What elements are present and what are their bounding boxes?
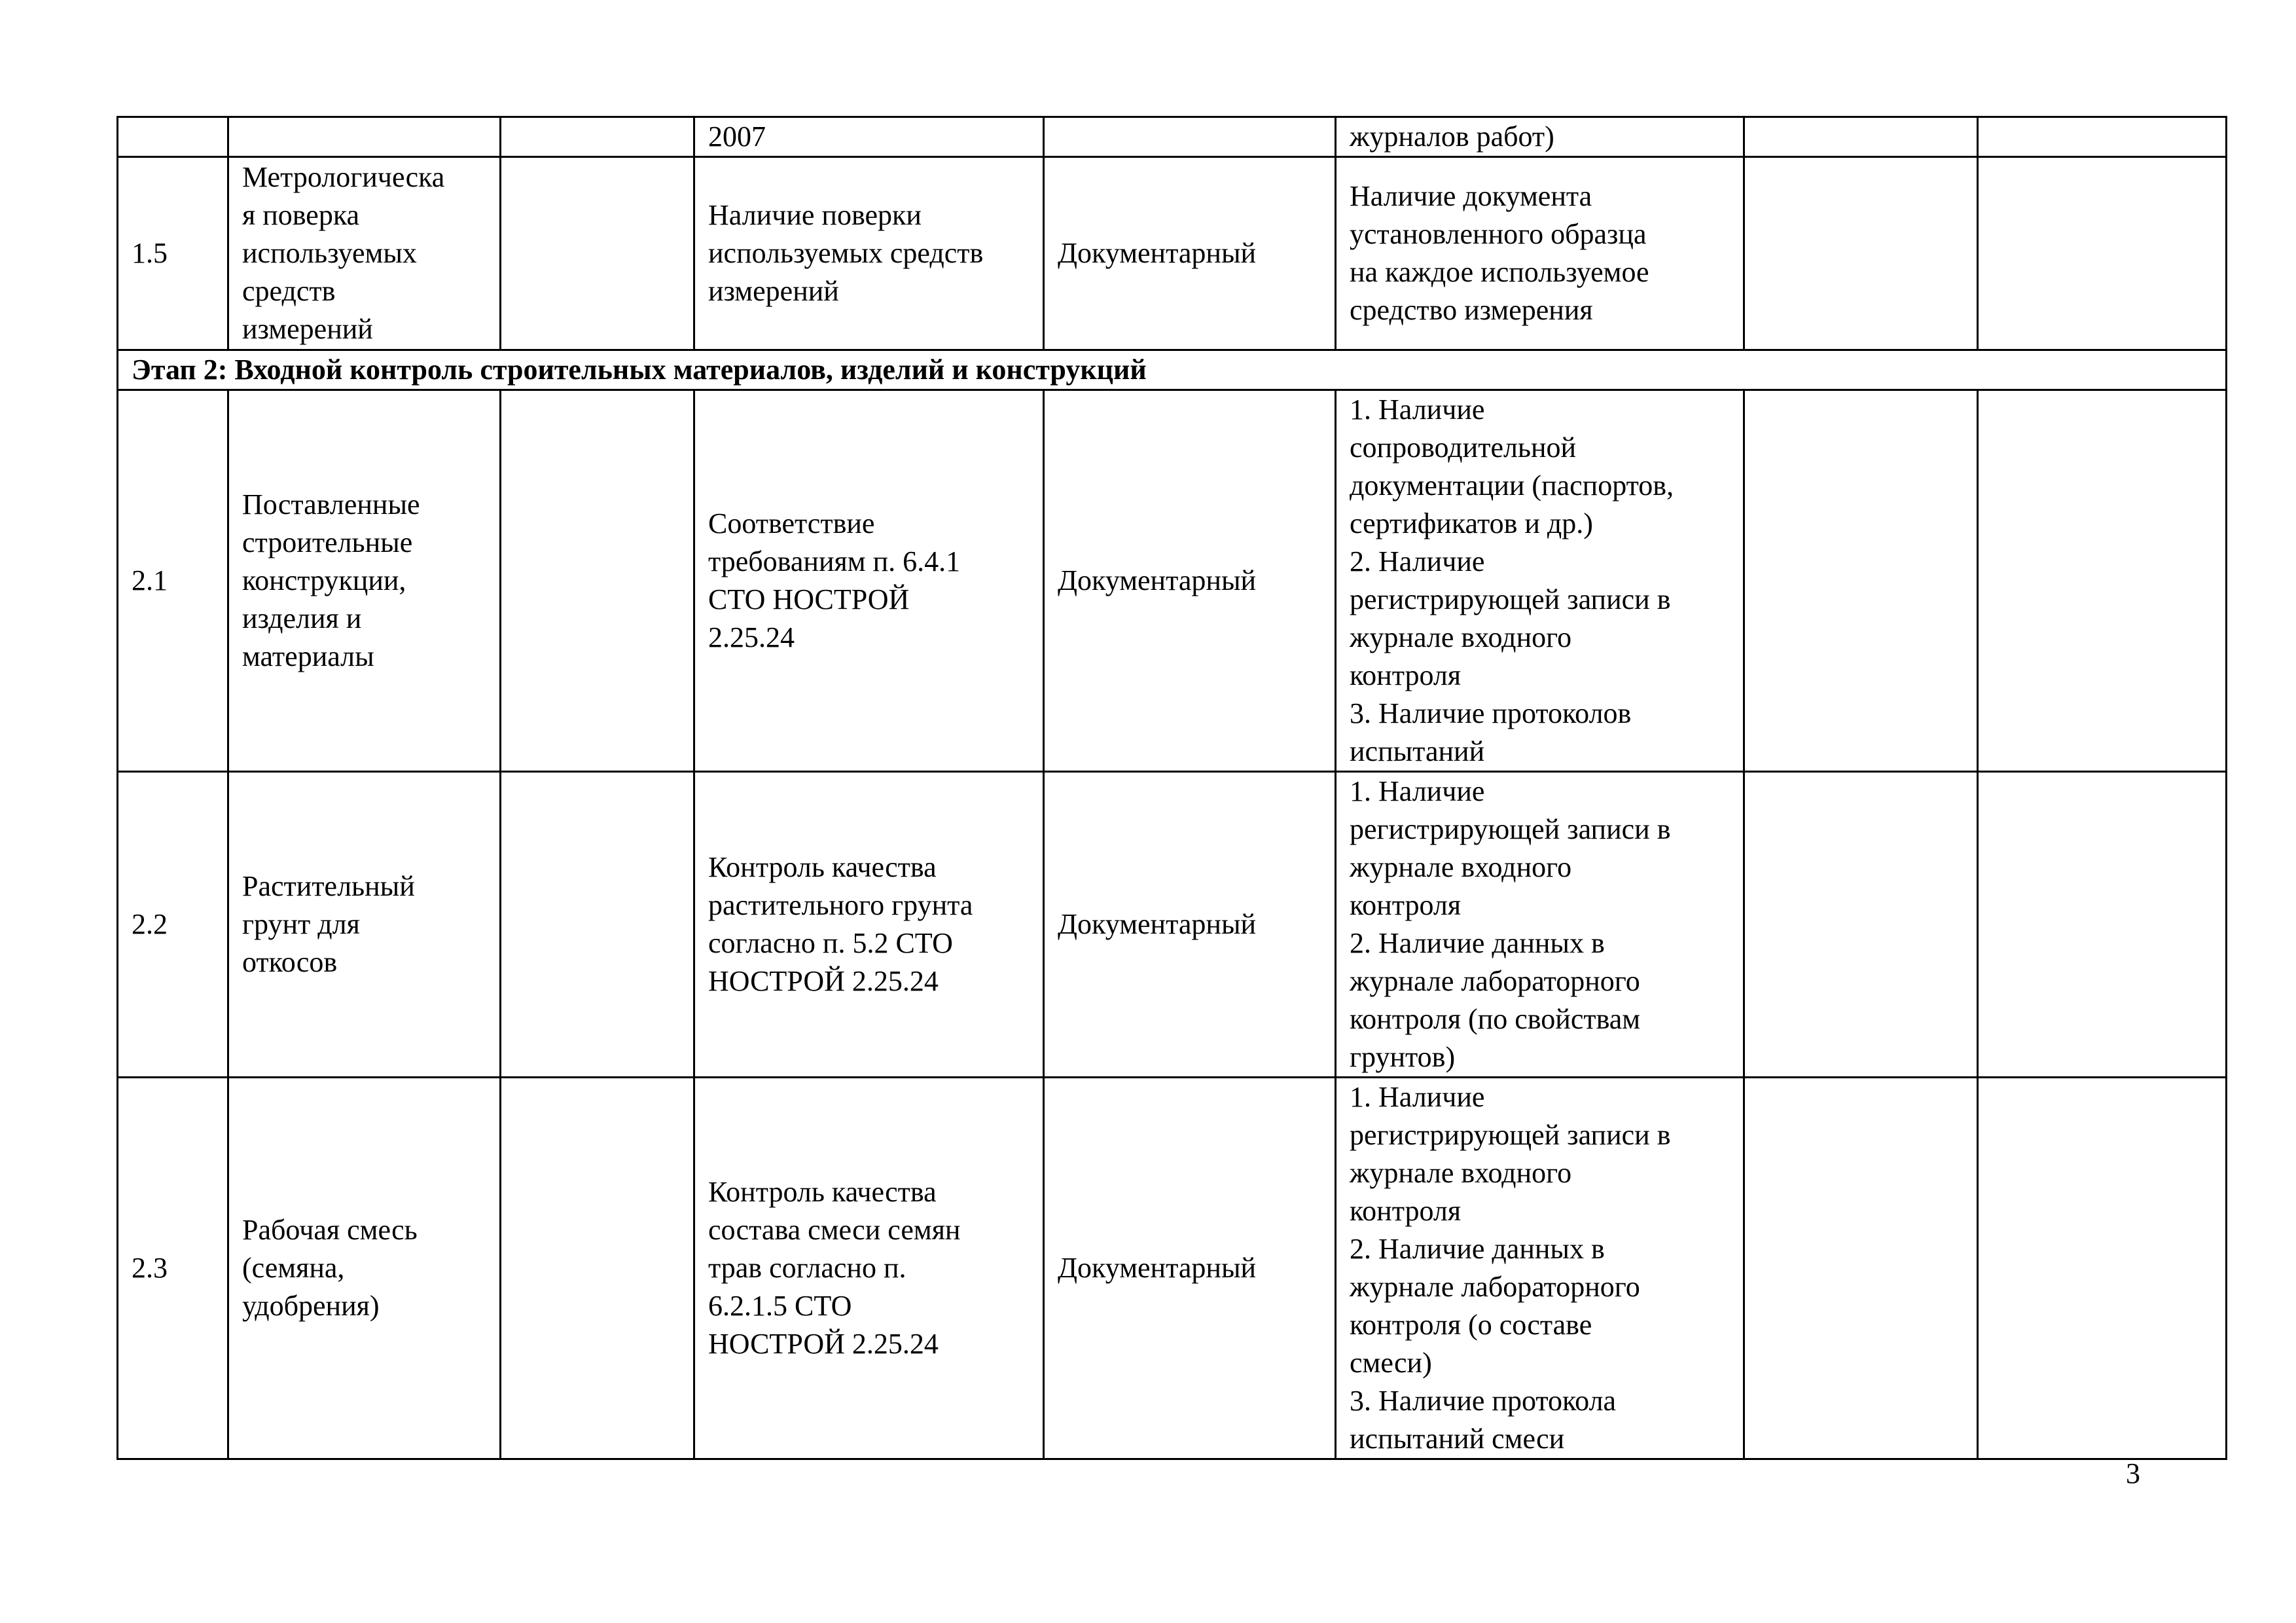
cell-blank [501, 772, 694, 1078]
cell-empty [1978, 117, 2227, 157]
cell-blank [501, 117, 694, 157]
cell-method: Документарный [1044, 390, 1336, 772]
cell-evidence: 1. Наличие регистрирующей записи в журнале входного контроля 2. Наличие данных в журнале лабораторного контроля (о составе смеси) 3. Наличие протокола испытаний смеси [1336, 1078, 1744, 1459]
table-row [118, 117, 2227, 157]
cell-empty [1978, 157, 2227, 350]
cell-empty [1744, 1078, 1978, 1459]
stage-header-row [118, 350, 2227, 390]
cell-id [118, 117, 228, 157]
table-row [118, 1078, 2227, 1459]
cell-blank [501, 1078, 694, 1459]
cell-id: 1.5 [118, 157, 228, 350]
cell-requirement: 2007 [694, 117, 1044, 157]
page-number: 3 [2126, 1457, 2140, 1489]
cell-object: Рабочая смесь (семяна, удобрения) [228, 1078, 501, 1459]
cell-empty [1744, 772, 1978, 1078]
cell-id: 2.1 [118, 390, 228, 772]
table-row [118, 157, 2227, 350]
cell-id: 2.2 [118, 772, 228, 1078]
cell-evidence: журналов работ) [1336, 117, 1744, 157]
cell-empty [1744, 117, 1978, 157]
cell-requirement: Наличие поверки используемых средств измерений [694, 157, 1044, 350]
stage-title: Этап 2: Входной контроль строительных материалов, изделий и конструкций [118, 350, 2227, 390]
cell-blank [501, 157, 694, 350]
cell-method: Документарный [1044, 157, 1336, 350]
cell-id: 2.3 [118, 1078, 228, 1459]
cell-object [228, 117, 501, 157]
cell-blank [501, 390, 694, 772]
table-row [118, 772, 2227, 1078]
table-row [118, 390, 2227, 772]
cell-requirement: Контроль качества растительного грунта согласно п. 5.2 СТО НОСТРОЙ 2.25.24 [694, 772, 1044, 1078]
cell-empty [1978, 772, 2227, 1078]
cell-object: Поставленные строительные конструкции, изделия и материалы [228, 390, 501, 772]
cell-evidence: Наличие документа установленного образца на каждое используемое средство измерения [1336, 157, 1744, 350]
cell-evidence: 1. Наличие сопроводительной документации (паспортов, сертификатов и др.) 2. Наличие регистрирующей записи в журнале входного контроля 3. Наличие протоколов испытаний [1336, 390, 1744, 772]
cell-requirement: Контроль качества состава смеси семян трав согласно п. 6.2.1.5 СТО НОСТРОЙ 2.25.24 [694, 1078, 1044, 1459]
cell-requirement: Соответствие требованиям п. 6.4.1 СТО НОСТРОЙ 2.25.24 [694, 390, 1044, 772]
cell-empty [1744, 157, 1978, 350]
cell-empty [1744, 390, 1978, 772]
cell-empty [1978, 1078, 2227, 1459]
cell-object: Метрологическа я поверка используемых средств измерений [228, 157, 501, 350]
control-table [117, 116, 2227, 1460]
cell-evidence: 1. Наличие регистрирующей записи в журнале входного контроля 2. Наличие данных в журнале лабораторного контроля (по свойствам грунтов) [1336, 772, 1744, 1078]
cell-method: Документарный [1044, 772, 1336, 1078]
cell-method [1044, 117, 1336, 157]
cell-empty [1978, 390, 2227, 772]
cell-method: Документарный [1044, 1078, 1336, 1459]
cell-object: Растительный грунт для откосов [228, 772, 501, 1078]
